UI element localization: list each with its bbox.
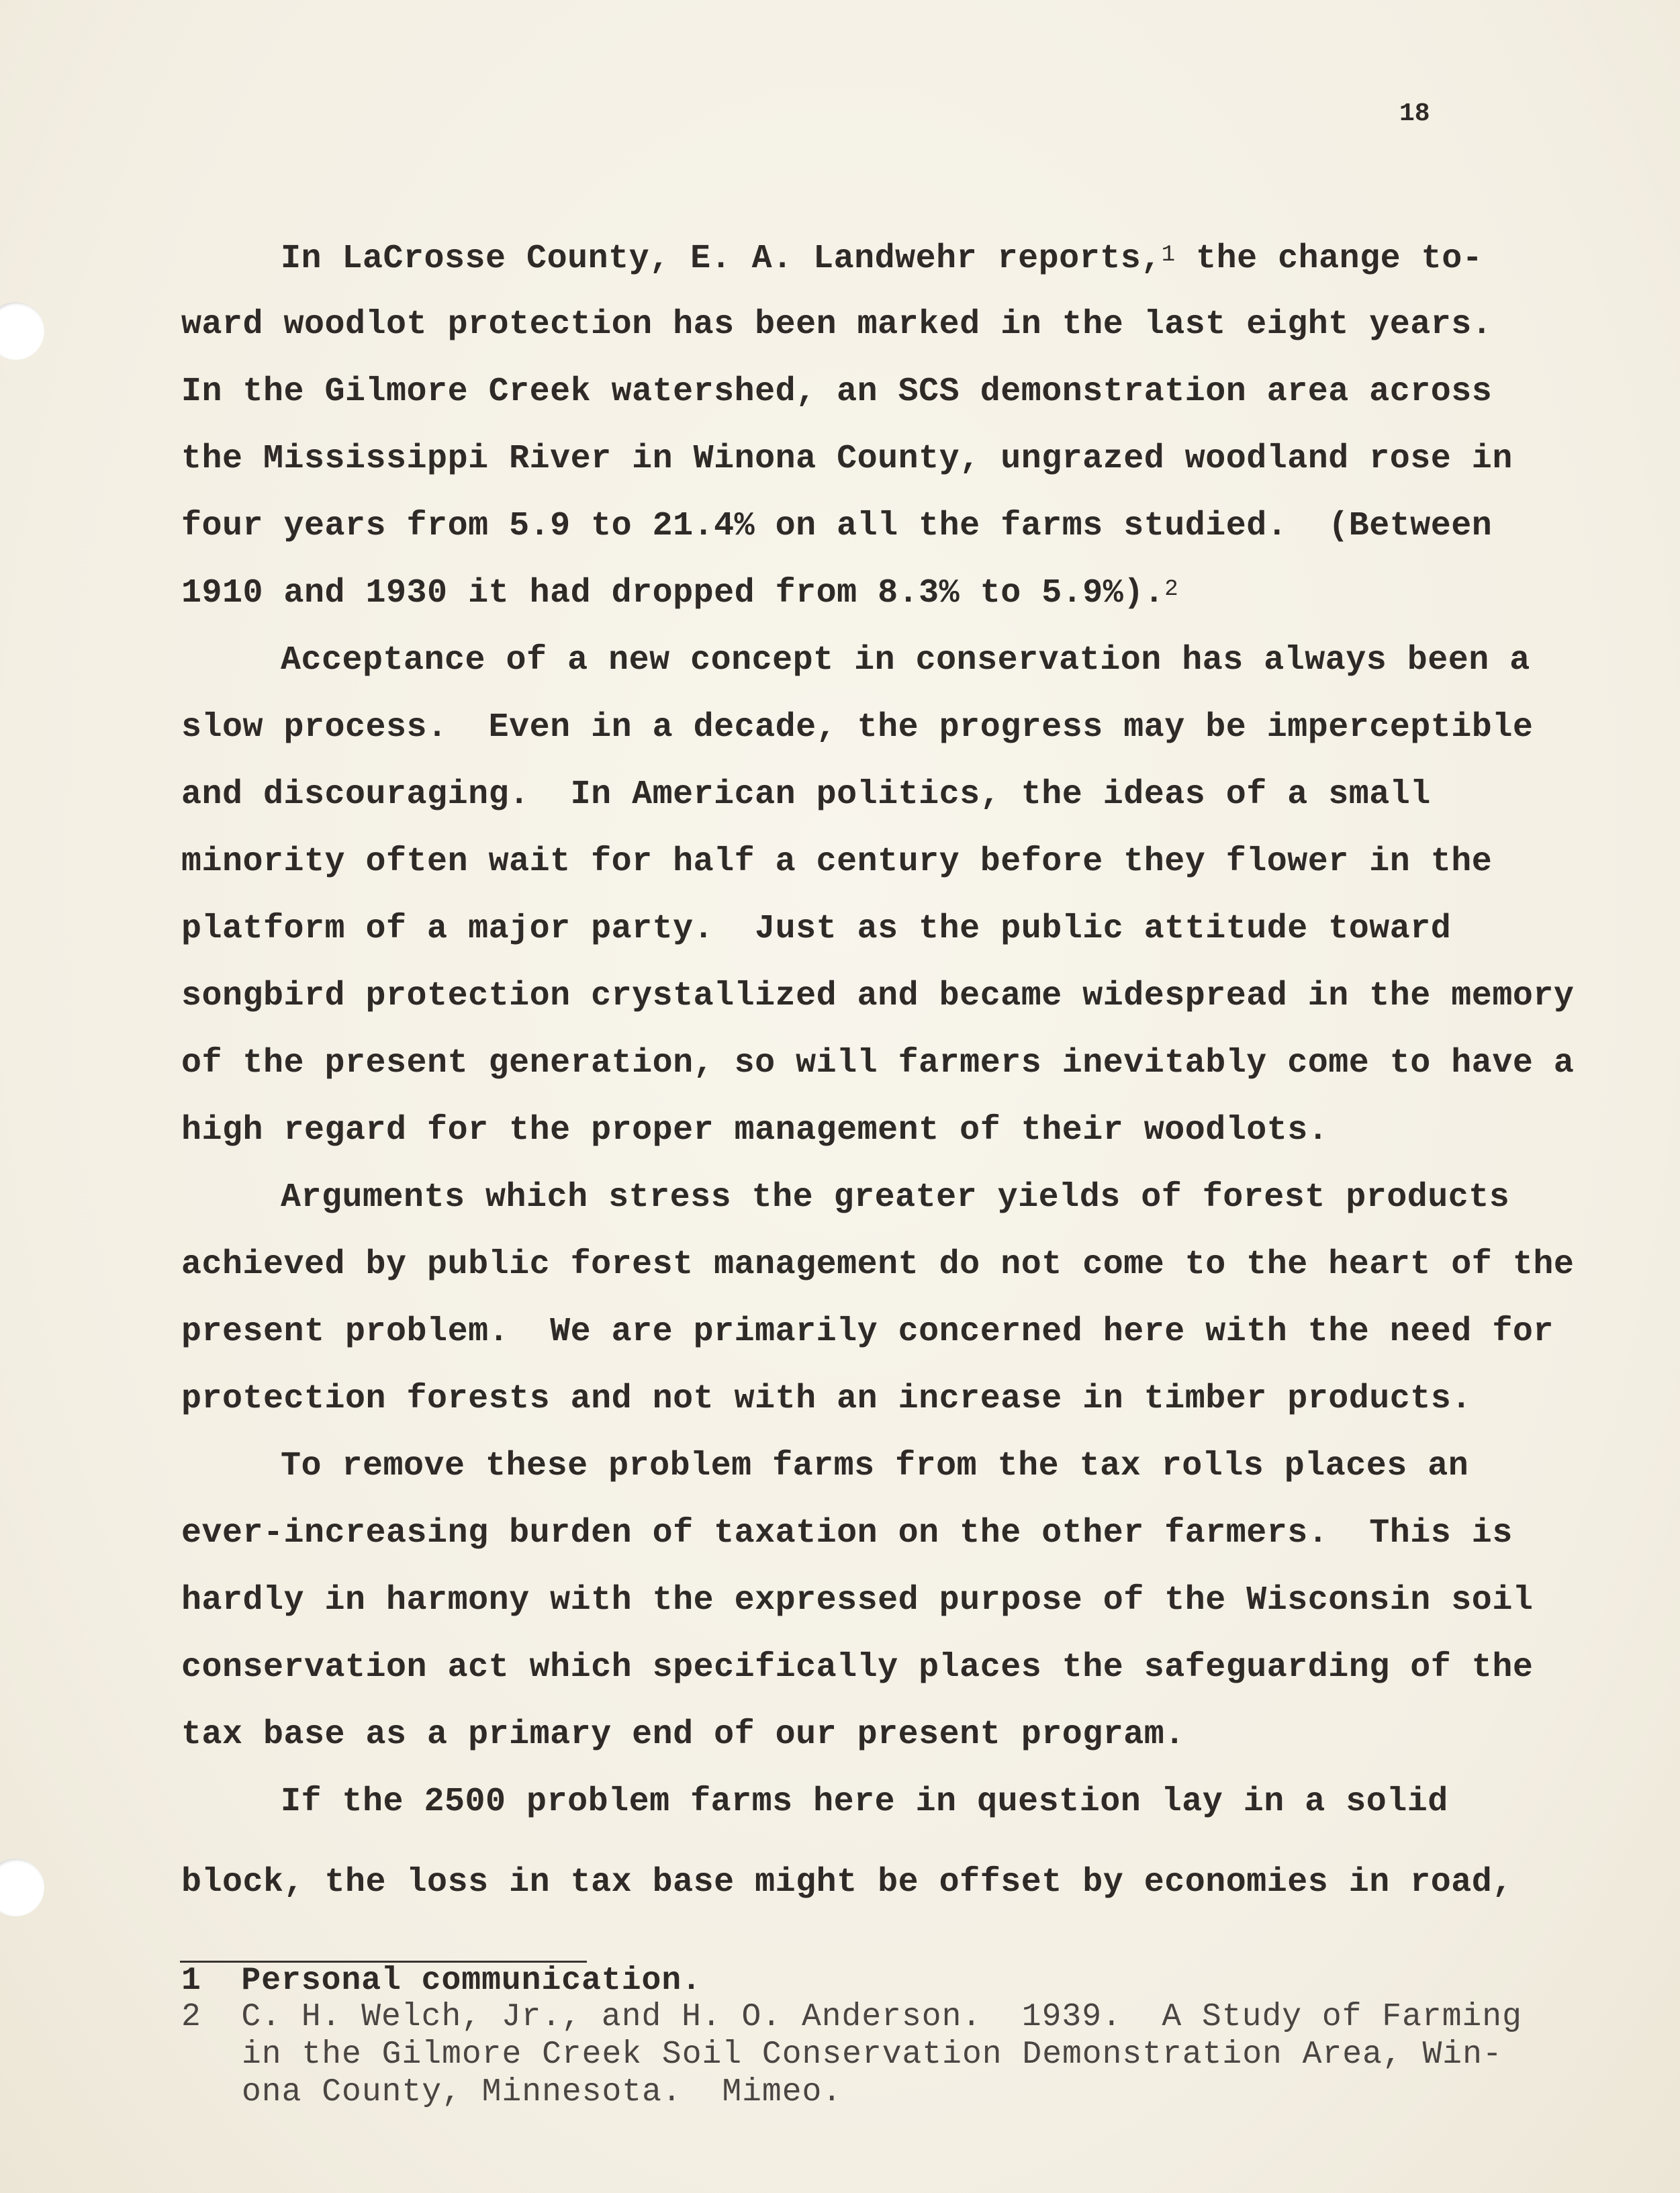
paragraph-3-line-1: Arguments which stress the greater yields of forest products [281,1178,1510,1217]
paragraph-2-line-1: Acceptance of a new concept in conservation has always been a [281,641,1530,680]
footnote-2-line-1: 2 C. H. Welch, Jr., and H. O. Anderson. 1939. A Study of Farming [181,1999,1522,2035]
paragraph-1-line-1 [281,239,1483,279]
paragraph-4-line-2: ever-increasing burden of taxation on the other farmers. This is [181,1514,1513,1552]
paragraph-4-line-5: tax base as a primary end of our present program. [181,1716,1185,1754]
paragraph-2-line-3: and discouraging. In American politics, the ideas of a small [181,776,1431,814]
paragraph-3-line-2: achieved by public forest management do not come to the heart of the [181,1246,1575,1284]
paragraph-1-line-5: four years from 5.9 to 21.4% on all the farms studied. (Between [181,507,1493,545]
paragraph-2-line-2: slow process. Even in a decade, the progress may be imperceptible [181,708,1534,747]
paragraph-4-line-4: conservation act which specifically places the safeguarding of the [181,1648,1534,1687]
footnote-1: 1 Personal communication. [181,1963,702,1999]
footnote-2-line-2: in the Gilmore Creek Soil Conservation Demonstration Area, Win- [242,2037,1503,2073]
paragraph-2-line-4: minority often wait for half a century before they flower in the [181,843,1493,881]
paragraph-4-line-1: To remove these problem farms from the tax rolls places an [281,1447,1469,1485]
paragraph-3-line-3: present problem. We are primarily concerned here with the need for [181,1313,1554,1351]
page-number: 18 [1399,99,1430,128]
punch-hole-bottom [0,1859,44,1916]
punch-hole-top [0,302,44,360]
footnote-2-line-3: ona County, Minnesota. Mimeo. [242,2074,843,2110]
text-segment: the change to- [1175,240,1483,278]
footnote-ref-1: 1 [1161,242,1176,268]
paragraph-2-line-8: high regard for the proper management of their woodlots. [181,1111,1329,1150]
paragraph-4-line-3: hardly in harmony with the expressed purpose of the Wisconsin soil [181,1581,1534,1620]
text-segment: In LaCrosse County, E. A. Landwehr reports, [281,240,1162,278]
paragraph-1-line-6 [181,573,1178,614]
paragraph-1-line-3: In the Gilmore Creek watershed, an SCS demonstration area across [181,373,1493,411]
paragraph-5-line-1: If the 2500 problem farms here in question lay in a solid [281,1783,1448,1821]
paragraph-2-line-6: songbird protection crystallized and became widespread in the memory [181,977,1575,1015]
text-segment: 1910 and 1930 it had dropped from 8.3% to 5.9%). [181,574,1165,612]
paragraph-2-line-5: platform of a major party. Just as the public attitude toward [181,910,1452,948]
paragraph-5-line-2: block, the loss in tax base might be offset by economies in road, [181,1863,1513,1902]
paragraph-1-line-4: the Mississippi River in Winona County, ungrazed woodland rose in [181,440,1513,478]
paragraph-3-line-4: protection forests and not with an increase in timber products. [181,1380,1472,1418]
paragraph-2-line-7: of the present generation, so will farmers inevitably come to have a [181,1044,1575,1082]
paragraph-1-line-2: ward woodlot protection has been marked in the last eight years. [181,306,1493,344]
footnote-ref-2: 2 [1164,577,1179,602]
